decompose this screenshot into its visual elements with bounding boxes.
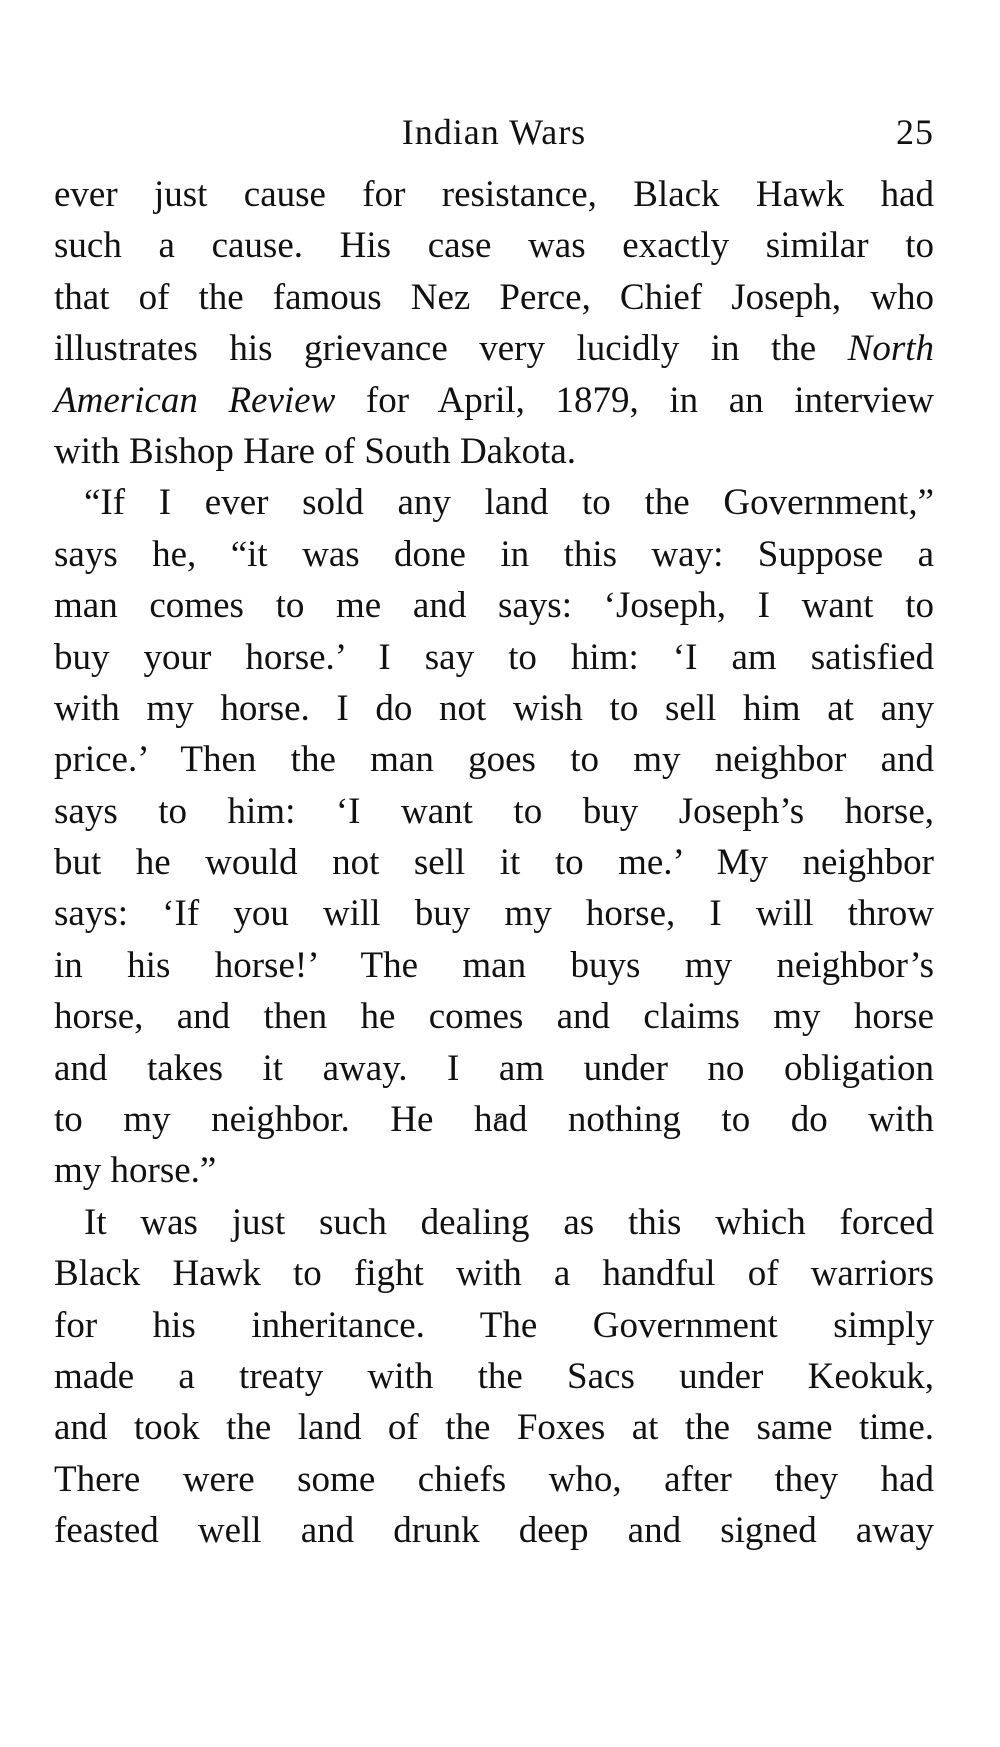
page-number: 25: [896, 112, 934, 152]
body-text: [54, 169, 934, 1557]
running-head: [54, 108, 934, 156]
text-line: horse, and then he comes and claims my horse: [54, 996, 934, 1038]
text-line: and takes it away. I am under no obligation: [54, 1047, 934, 1089]
text-line: that of the famous Nez Perce, Chief Joseph, who: [54, 276, 934, 318]
text-line: for his inheritance. The Government simply: [54, 1304, 934, 1346]
text-line: illustrates his grievance very lucidly in the North: [54, 328, 934, 370]
text-line: such a cause. His case was exactly similar to: [54, 225, 934, 267]
text-line: to my neighbor. He had nothing to do with: [54, 1099, 934, 1141]
italic-title-fragment: American Review: [54, 379, 336, 421]
text-line: ever just cause for resistance, Black Hawk had: [54, 174, 934, 215]
running-title: Indian Wars: [401, 112, 587, 152]
text-line: says to him: ‘I want to buy Joseph’s horse,: [54, 790, 934, 832]
text-line: It was just such dealing as this which forced: [84, 1201, 934, 1243]
text-line: “If I ever sold any land to the Government,”: [84, 482, 934, 524]
text-line: says he, “it was done in this way: Suppose a: [54, 533, 934, 575]
text-line: but he would not sell it to me.’ My neighbor: [54, 842, 934, 884]
text-line: in his horse!’ The man buys my neighbor’s: [54, 944, 934, 986]
book-page: [54, 108, 934, 1668]
text-line: with Bishop Hare of South Dakota.: [54, 430, 577, 472]
text-line: my horse.”: [54, 1150, 217, 1192]
text-line: Black Hawk to fight with a handful of warriors: [54, 1253, 934, 1295]
text-line: says: ‘If you will buy my horse, I will throw: [54, 893, 934, 935]
text-line: price.’ Then the man goes to my neighbor and: [54, 739, 934, 781]
text-line: There were some chiefs who, after they had: [54, 1458, 934, 1500]
text-line: made a treaty with the Sacs under Keokuk,: [54, 1355, 934, 1397]
text-line: with my horse. I do not wish to sell him at any: [54, 687, 934, 729]
text-line: and took the land of the Foxes at the same time.: [54, 1407, 934, 1449]
italic-title-fragment: North: [847, 328, 934, 370]
text-line: feasted well and drunk deep and signed away: [54, 1510, 934, 1552]
text-line: American Review for April, 1879, in an interview: [54, 379, 935, 421]
text-line: man comes to me and says: ‘Joseph, I want to: [54, 585, 934, 627]
text-line: buy your horse.’ I say to him: ‘I am satisfied: [54, 636, 934, 678]
